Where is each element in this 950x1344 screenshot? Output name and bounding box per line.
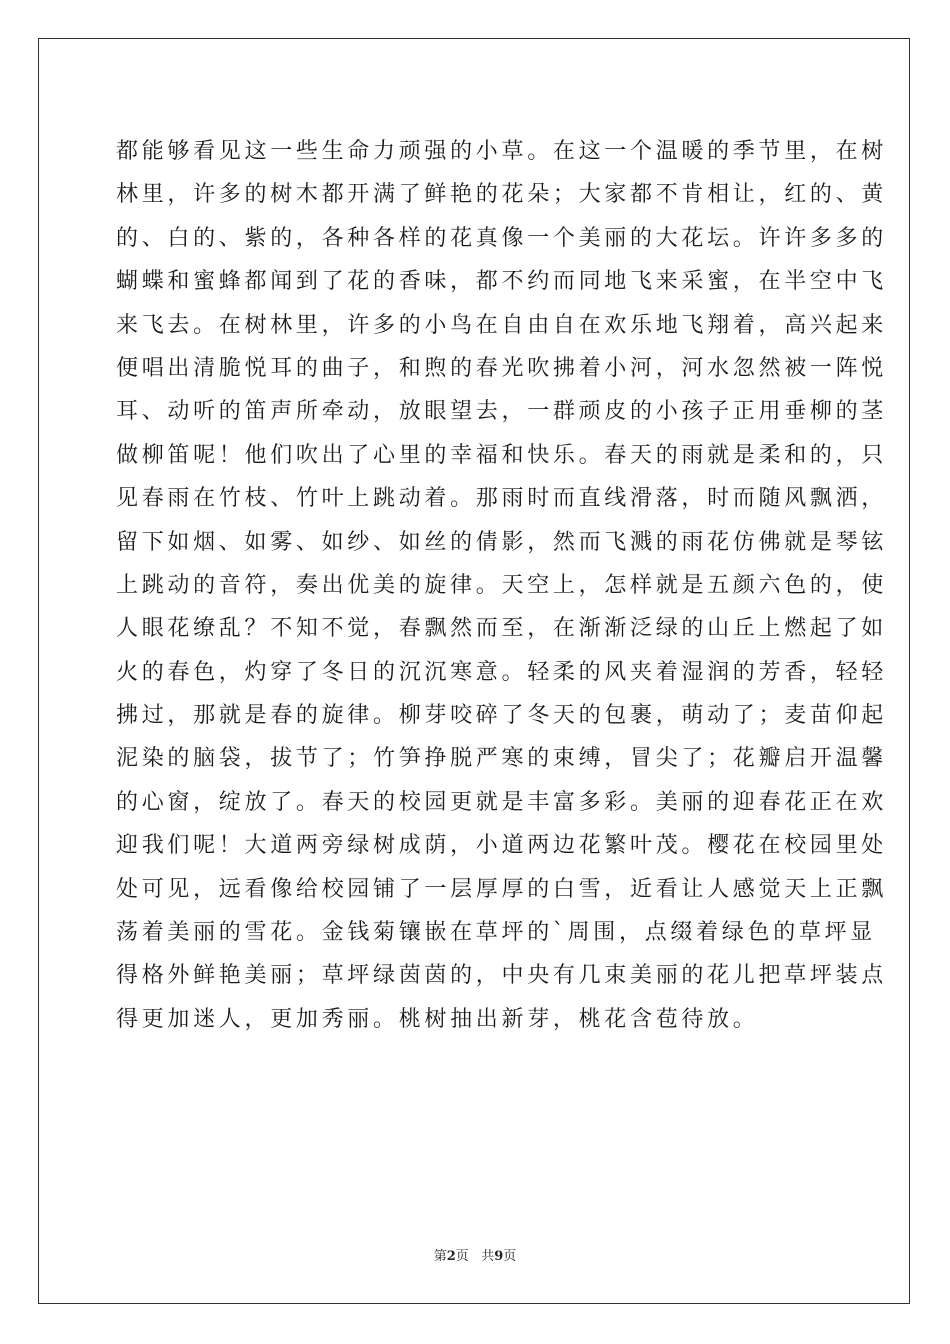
text-line: 便唱出清脆悦耳的曲子，和煦的春光吹拂着小河，河水忽然被一阵悦	[116, 355, 888, 381]
text-line: 的心窗，绽放了。春天的校园更就是丰富多彩。美丽的迎春花正在欢	[116, 789, 888, 815]
total-label-suffix: 页	[503, 1249, 517, 1264]
text-line: 蝴蝶和蜜蜂都闻到了花的香味，都不约而同地飞来采蜜，在半空中飞	[116, 269, 888, 295]
text-line: 泥染的脑袋，拔节了；竹笋挣脱严寒的束缚，冒尖了；花瓣启开温馨	[116, 746, 888, 772]
text-line: 做柳笛呢！他们吹出了心里的幸福和快乐。春天的雨就是柔和的，只	[116, 442, 888, 468]
text-line: 上跳动的音符，奏出优美的旋律。天空上，怎样就是五颜六色的，使	[116, 572, 888, 598]
text-line: 处可见，远看像给校园铺了一层厚厚的白雪，近看让人感觉天上正飘	[116, 876, 888, 902]
text-line: 拂过，那就是春的旋律。柳芽咬碎了冬天的包裹，萌动了；麦苗仰起	[116, 703, 888, 729]
body-text	[116, 130, 888, 1041]
page-footer	[0, 1249, 950, 1265]
total-label-prefix: 共	[481, 1249, 495, 1264]
text-line: 来飞去。在树林里，许多的小鸟在自由自在欢乐地飞翔着，高兴起来	[116, 312, 888, 338]
page-label-prefix: 第	[433, 1249, 447, 1264]
text-line: 的、白的、紫的，各种各样的花真像一个美丽的大花坛。许许多多的	[116, 225, 888, 251]
text-line: 耳、动听的笛声所牵动，放眼望去，一群顽皮的小孩子正用垂柳的茎	[116, 399, 888, 425]
text-line: 留下如烟、如雾、如纱、如丝的倩影，然而飞溅的雨花仿佛就是琴铉	[116, 529, 888, 555]
text-line: 得更加迷人，更加秀丽。桃树抽出新芽，桃花含苞待放。	[116, 1006, 759, 1032]
page-number: 2	[446, 1249, 456, 1264]
total-pages: 9	[494, 1249, 504, 1264]
text-line: 火的春色，灼穿了冬日的沉沉寒意。轻柔的风夹着湿润的芳香，轻轻	[116, 659, 888, 685]
text-line: 见春雨在竹枝、竹叶上跳动着。那雨时而直线滑落，时而随风飘洒，	[116, 486, 888, 512]
text-line: 都能够看见这一些生命力顽强的小草。在这一个温暖的季节里，在树	[116, 139, 888, 164]
page-label-suffix: 页	[455, 1249, 469, 1264]
text-line: 荡着美丽的雪花。金钱菊镶嵌在草坪的`周围，点缀着绿色的草坪显	[116, 920, 877, 946]
text-line: 林里，许多的树木都开满了鲜艳的花朵；大家都不肯相让，红的、黄	[116, 182, 888, 208]
text-line: 迎我们呢！大道两旁绿树成荫，小道两边花繁叶茂。樱花在校园里处	[116, 833, 888, 859]
text-line: 得格外鲜艳美丽；草坪绿茵茵的，中央有几束美丽的花儿把草坪装点	[116, 963, 888, 989]
text-line: 人眼花缭乱？不知不觉，春飘然而至，在渐渐泛绿的山丘上燃起了如	[116, 616, 888, 642]
